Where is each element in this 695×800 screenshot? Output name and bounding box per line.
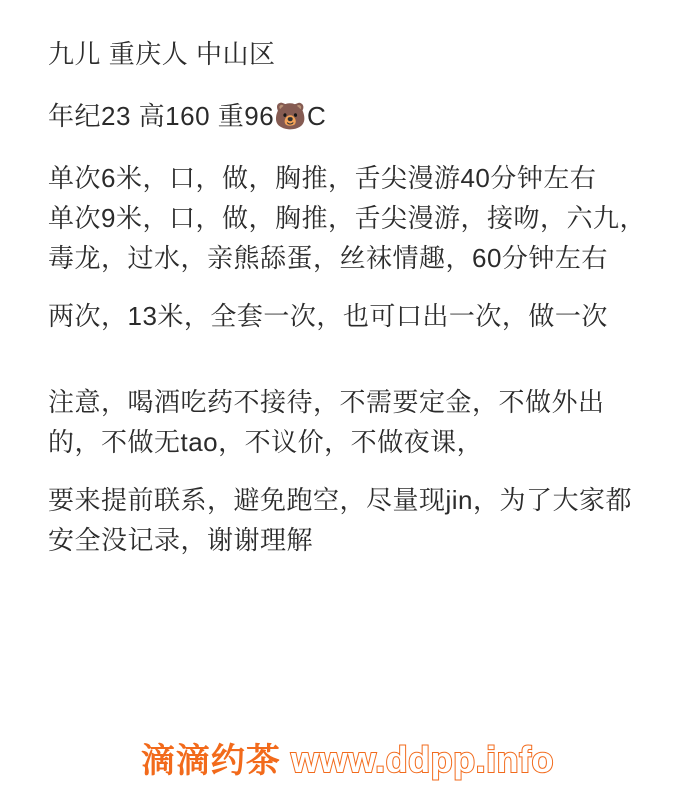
profile-header: 九儿 重庆人 中山区 xyxy=(48,39,276,69)
watermark xyxy=(0,733,695,782)
profile-stats: 年纪23 高160 重96🐻C xyxy=(48,101,327,131)
watermark-brand: 滴滴约茶 xyxy=(140,742,281,780)
watermark-url: www.ddpp.info xyxy=(290,739,555,780)
notice-text: 注意，喝酒吃药不接待，不需要定金，不做外出的，不做无tao，不议价，不做夜课， xyxy=(48,387,605,457)
contact-advice-text: 要来提前联系，避免跑空，尽量现jin，为了大家都安全没记录，谢谢理解 xyxy=(48,485,633,555)
service-single-6: 单次6米，口，做，胸推，舌尖漫游40分钟左右 xyxy=(48,163,597,193)
service-double: 两次，13米，全套一次，也可口出一次，做一次 xyxy=(48,301,608,331)
service-single-9: 单次9米，口，做，胸推，舌尖漫游，接吻，六九，毒龙，过水，亲熊舔蛋，丝袜情趣，60分钟左右 xyxy=(48,203,646,273)
